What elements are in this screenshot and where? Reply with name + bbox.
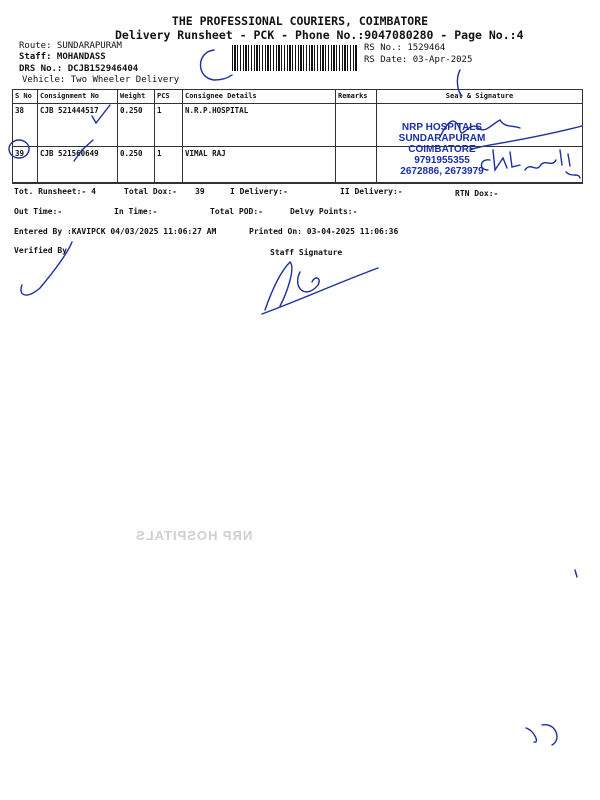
pen-verified-mark: [21, 242, 72, 295]
total-dox-value: 39: [195, 187, 205, 196]
stamp-line: SUNDARAPURAM: [398, 133, 486, 144]
col-consignee: Consignee Details: [183, 90, 336, 104]
stamp-line: 2672886, 2673979: [400, 166, 484, 177]
pen-signature-stamp: [440, 120, 520, 137]
col-weight: Weight: [118, 90, 155, 104]
cell-consignee: N.R.P.HOSPITAL: [183, 104, 336, 147]
pen-tick-row2: [74, 140, 93, 161]
tot-runsheet: Tot. Runsheet:- 4: [14, 187, 96, 196]
cell-sno: 39: [13, 147, 38, 184]
rs-no-label: RS No.: 1529464: [364, 43, 446, 53]
staff-signature-label: Staff Signature: [270, 248, 343, 257]
cell-consignment: CJB 521444517: [38, 104, 118, 147]
col-sno: S No: [13, 90, 38, 104]
rtn-dox: RTN Dox:-: [455, 189, 499, 198]
pen-seal-arc: [457, 70, 462, 96]
bleed-through-text: NRP HOSPITALS: [135, 528, 253, 543]
col-consignment: Consignment No: [38, 90, 118, 104]
drs-label: DRS No.: DCJB152946404: [19, 64, 139, 74]
pen-tick-row1: [92, 105, 110, 123]
stamp-line: NRP HOSPITALS: [401, 122, 483, 133]
pen-signature-stamp: [470, 126, 582, 150]
stamp-line: COIMBATORE: [408, 144, 476, 155]
cell-weight: 0.250: [118, 147, 155, 184]
staff-label: Staff: MOHANDASS: [19, 52, 106, 62]
runsheet-title: Delivery Runsheet - PCK - Phone No.:9047080280 - Page No.:4: [115, 28, 524, 42]
pen-dot: [575, 570, 577, 577]
col-remarks: Remarks: [336, 90, 377, 104]
rs-date-label: RS Date: 03-Apr-2025: [364, 55, 473, 65]
stamp-line: 9791955355: [414, 155, 470, 166]
printed-on: Printed On: 03-04-2025 11:06:36: [249, 227, 399, 236]
out-time: Out Time:-: [14, 207, 63, 216]
pen-circle-39: [9, 140, 29, 158]
cell-pcs: 1: [155, 104, 183, 147]
pen-c-mark: [201, 50, 233, 80]
total-pod: Total POD:-: [210, 207, 263, 216]
delvy-points: Delvy Points:-: [290, 207, 358, 216]
col-pcs: PCS: [155, 90, 183, 104]
cell-consignment: CJB 521560649: [38, 147, 118, 184]
in-time: In Time:-: [114, 207, 158, 216]
pen-page-mark: [526, 725, 557, 745]
pen-staff-sign: [262, 262, 378, 314]
vehicle-label: Vehicle: Two Wheeler Delivery: [22, 75, 180, 85]
total-dox-label: Total Dox:-: [124, 187, 177, 196]
cell-pcs: 1: [155, 147, 183, 184]
col-seal: Seal & Signature: [377, 90, 583, 104]
entered-by: Entered By :KAVIPCK 04/03/2025 11:06:27 AM: [14, 227, 217, 236]
route-label: Route: SUNDARAPURAM: [19, 41, 122, 51]
cell-weight: 0.250: [118, 104, 155, 147]
i-delivery: I Delivery:-: [230, 187, 288, 196]
cell-consignee: VIMAL RAJ: [183, 147, 336, 184]
ii-delivery: II Delivery:-: [340, 187, 403, 196]
cell-sno: 38: [13, 104, 38, 147]
pen-note: [525, 150, 580, 178]
verified-by: Verified By: [14, 246, 67, 255]
pen-cml: [481, 150, 520, 170]
company-title: THE PROFESSIONAL COURIERS, COIMBATORE: [171, 14, 429, 28]
